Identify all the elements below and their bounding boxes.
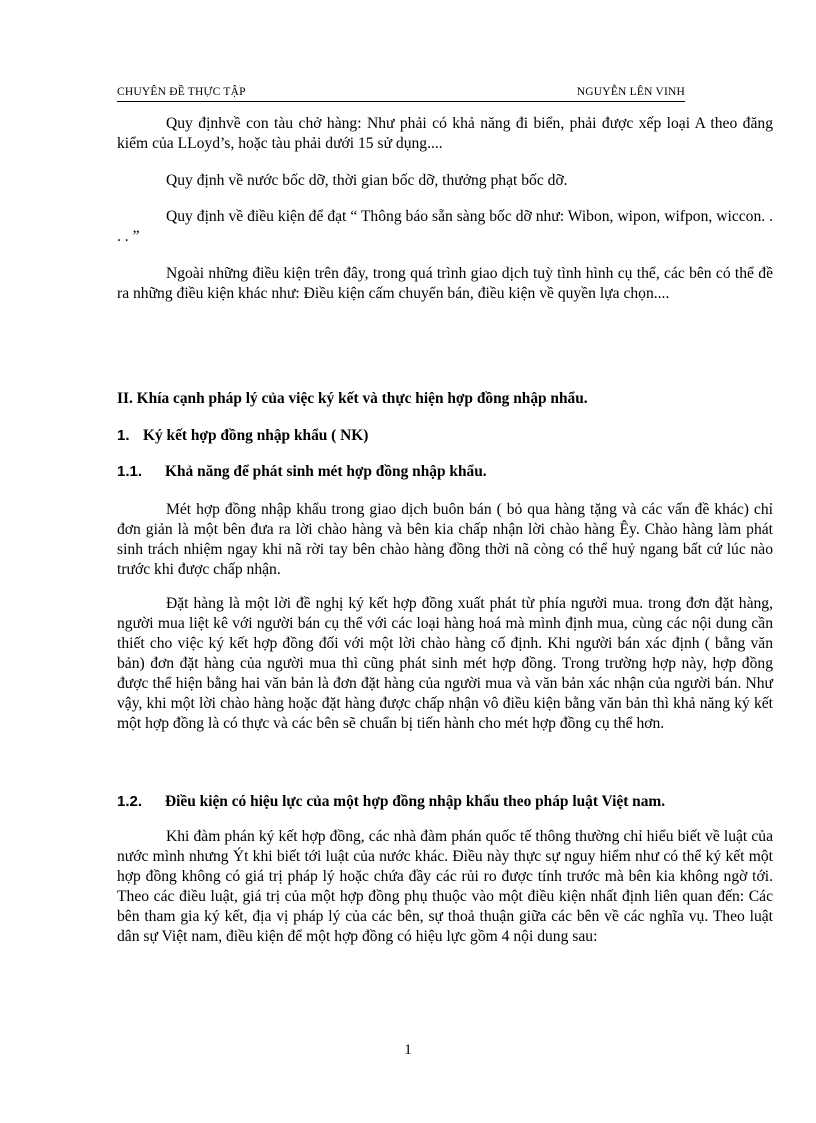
paragraph-text: Quy định về nước bốc dỡ, thời gian bốc dỡ, thưởng phạt bốc dỡ. [166, 172, 568, 189]
heading-title: Điều kiện có hiệu lực của một hợp đồng nhập khẩu theo pháp luật Việt nam. [165, 793, 666, 810]
paragraph [117, 114, 773, 154]
paragraph [117, 264, 773, 304]
paragraph-text: Khi đàm phán ký kết hợp đồng, các nhà đàm phán quốc tế thông thường chỉ hiểu biết về luật của nước mình nhưng Ýt khi biết tới luật của nước khác. Điều này thực sự nguy hiểm như có thể ký kết một hợp đồng không có giá trị pháp lý hoặc chứa đầy các rủi ro được tính trước mà bên kia không ngờ tới. Theo các điều luật, giá trị của một hợp đồng phụ thuộc vào một điều kiện nhất định liên quan đến: Các bên tham gia ký kết, địa vị pháp lý của các bên, sự thoả thuận giữa các bên về các nghĩa vụ. Theo luật dân sự Việt nam, điều kiện để một hợp đồng có hiệu lực gồm 4 nội dung sau: [117, 828, 773, 945]
paragraph-text: Mét hợp đồng nhập khẩu trong giao dịch buôn bán ( bỏ qua hàng tặng và các vấn đề khác) chỉ đơn giản là một bên đưa ra lời chào hàng và bên kia chấp nhận lời chào hàng Êy. Chào hàng làm phát sinh trách nhiệm ngay khi nã rời tay bên chào hàng đồng thời nã còng có thể huỷ ngang bất cứ lúc nào trước khi được chấp nhận. [117, 501, 773, 578]
header-left: CHUYÊN ĐỀ THỰC TẬP [117, 86, 246, 98]
paragraph-text: Đặt hàng là một lời đề nghị ký kết hợp đồng xuất phát từ phía người mua. trong đơn đặt hàng, người mua liệt kê với người bán cụ thể với các loại hàng hoá mà mình định mua, cùng các nội dung cần thiết cho việc ký kết hợp đồng đối với một lời chào hàng cố định. Khi người bán xác định ( bằng văn bản) đơn đặt hàng của người mua thì cũng phát sinh mét hợp đồng. Trong trường hợp này, hợp đồng được thể hiện bằng hai văn bản là đơn đặt hàng của người mua và văn bản xác nhận của người bán. Như vậy, khi một lời chào hàng hoặc đặt hàng được chấp nhận vô điều kiện bằng văn bản thì khả năng ký kết một hợp đồng là có thực và các bên sẽ chuẩn bị tiến hành cho mét hợp đồng cụ thể hơn. [117, 595, 773, 732]
page-number: 1 [404, 1042, 412, 1058]
heading-title: Ký kết hợp đồng nhập khẩu ( NK) [143, 427, 369, 444]
heading-number: 1.2. [117, 793, 143, 810]
heading-number: 1. [117, 427, 130, 444]
paragraph-text: Quy định về điều kiện để đạt “ Thông báo sẵn sàng bốc dỡ như: Wibon, wipon, wifpon, wiccon. . . . ” [117, 208, 773, 245]
paragraph [117, 594, 773, 734]
heading-title: Khả năng để phát sinh mét hợp đồng nhập khẩu. [165, 463, 487, 480]
paragraph-text: Quy địnhvề con tàu chở hàng: Như phải có khả năng đi biển, phải được xếp loại A theo đăng kiểm của LLoyd’s, hoặc tàu phải dưới 15 sử dụng.... [117, 115, 773, 152]
paragraph [117, 827, 773, 947]
paragraph-text: Ngoài những điều kiện trên đây, trong quá trình giao dịch tuỳ tình hình cụ thể, các bên có thể đề ra những điều kiện khác như: Điều kiện cấm chuyển bán, điều kiện về quyền lựa chọn.... [117, 265, 773, 302]
paragraph [117, 500, 773, 580]
page-header [117, 86, 685, 102]
paragraph [117, 171, 773, 191]
paragraph [117, 207, 773, 247]
header-right: NGUYỄN LÊN VINH [576, 86, 685, 98]
section-heading: II. Khía cạnh pháp lý của việc ký kết và thực hiện hợp đồng nhập nhẩu. [117, 390, 588, 407]
heading-number: 1.1. [117, 463, 143, 480]
